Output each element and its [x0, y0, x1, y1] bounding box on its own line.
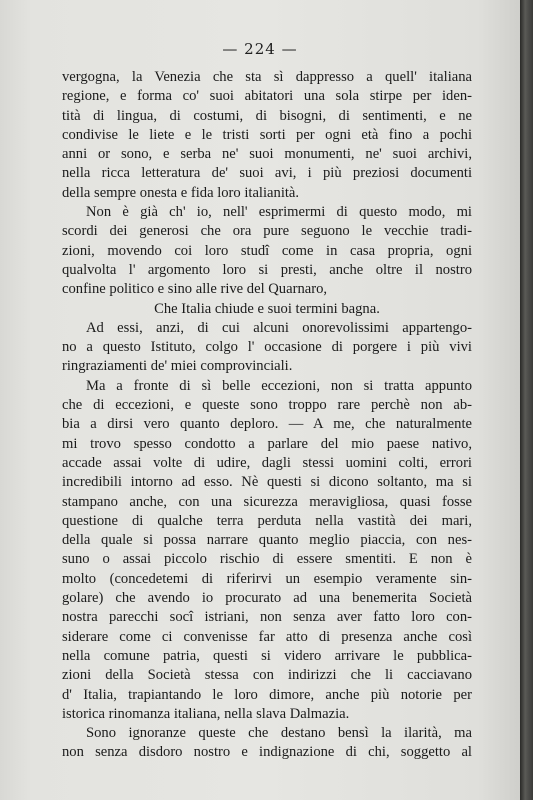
text-line: questione di qualche terra perduta nella vastità dei mari,: [62, 512, 472, 529]
text-line: no a questo Istituto, colgo l' occasione di porgere i più vivi: [62, 339, 472, 356]
text-line: regione, e forma co' suoi abitatori una sola stirpe per iden-: [62, 88, 472, 105]
text-line: non senza disdoro nostro e indignazione di chi, soggetto al: [62, 744, 472, 761]
text-line: Che Italia chiude e suoi termini bagna.: [154, 300, 380, 317]
text-line: scordi dei generosi che ora pure seguono le vecchie tradi-: [62, 223, 472, 240]
text-line: della sempre onesta e fida loro italianità.: [62, 184, 300, 201]
text-line: Ad essi, anzi, di cui alcuni onorevolissimi appartengo-: [86, 319, 472, 336]
page-number: — 224 —: [222, 40, 298, 58]
text-line: anni or sono, e serba ne' suoi monumenti, ne' suoi archivi,: [62, 146, 472, 163]
body-text: [62, 68, 472, 763]
text-line: istorica rinomanza italiana, nella slava Dalmazia.: [62, 705, 350, 722]
text-line: accade assai volte di udire, dagli stessi uomini colti, errori: [62, 454, 472, 471]
text-line: incredibili intorno ad esso. Nè questi si dicono soltanto, ma si: [62, 474, 472, 491]
text-line: zioni, movendo coi loro studî come in casa propria, ogni: [62, 242, 472, 259]
text-line: nella comune patria, questi si videro arrivare le pubblica-: [62, 647, 472, 664]
text-line: suno o assai piccolo rischio di essere smentiti. E non è: [62, 551, 472, 568]
text-line: bia a dirsi vero quanto deploro. — A me, che naturalmente: [62, 416, 472, 433]
text-line: mi trovo spesso condotto a parlare del mio paese nativo,: [62, 435, 472, 452]
text-line: Sono ignoranze queste che destano bensì la ilarità, ma: [86, 725, 472, 742]
text-line: confine politico e sino alle rive del Quarnaro,: [62, 281, 328, 298]
text-line: ringraziamenti de' miei comprovinciali.: [62, 358, 293, 375]
text-line: nostra parecchi socî istriani, non senza aver fatto loro con-: [62, 609, 472, 626]
text-line: qualvolta l' argomento loro si presti, anche oltre il nostro: [62, 261, 472, 278]
text-line: siderare come ci convenisse far atto di presenza anche così: [62, 628, 472, 645]
text-line: vergogna, la Venezia che sta sì dappresso a quell' italiana: [62, 69, 472, 85]
text-line: della quale si possa narrare quanto meglio piaccia, con nes-: [62, 532, 472, 549]
text-line: che di eccezioni, e queste sono troppo rare perchè non ab-: [62, 397, 472, 414]
text-line: d' Italia, trapiantando le loro dimore, anche più notorie per: [62, 686, 472, 703]
text-line: molto (concedetemi di riferirvi un esempio veramente sin-: [62, 570, 472, 587]
text-line: tità di lingua, di costumi, di bisogni, di sentimenti, e ne: [62, 107, 472, 124]
page-edge: [520, 0, 533, 800]
text-line: zioni della Società stessa con indirizzi che li cacciavano: [62, 667, 472, 684]
text-line: condivise le liete e le tristi sorti per ogni età fino a pochi: [62, 126, 472, 143]
text-line: stampano anche, con una sicurezza meravigliosa, quasi fosse: [62, 493, 472, 510]
text-line: Non è già ch' io, nell' esprimermi di questo modo, mi: [86, 204, 472, 221]
text-line: nella ricca letteratura de' suoi avi, i più preziosi documenti: [62, 165, 472, 182]
text-line: golare) che avendo io procurato ad una benemerita Società: [62, 590, 472, 607]
text-line: Ma a fronte di sì belle eccezioni, non si tratta appunto: [86, 377, 472, 394]
